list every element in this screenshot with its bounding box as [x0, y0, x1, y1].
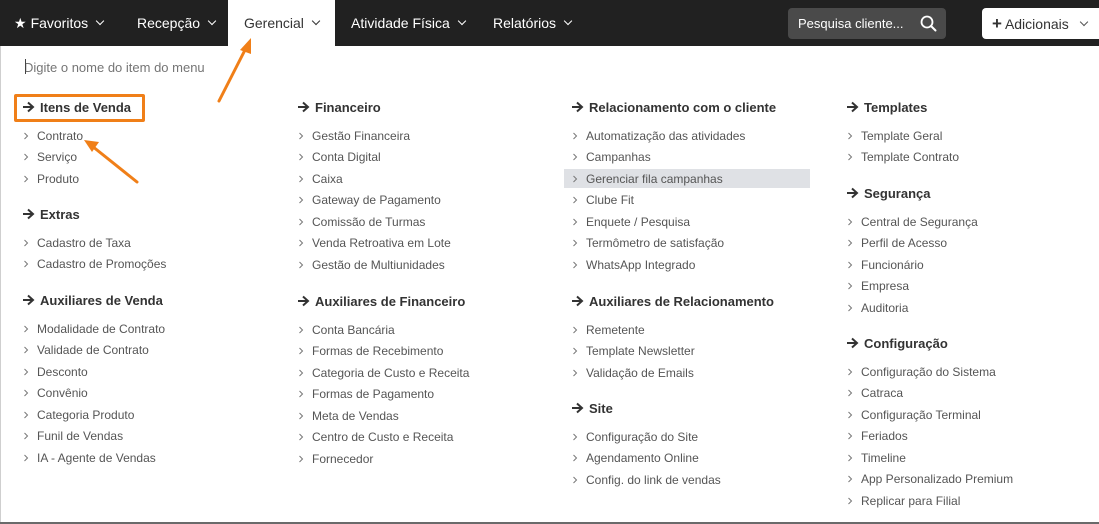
menu-item[interactable] [22, 319, 165, 338]
menu-item-label: Configuração do Site [586, 429, 699, 444]
chevron-right-icon [22, 346, 30, 354]
annotation-highlight-box [14, 94, 145, 122]
menu-item[interactable] [22, 169, 79, 188]
panel-left-border [0, 46, 1, 524]
menu-item[interactable] [22, 448, 156, 467]
chevron-right-icon [297, 153, 305, 161]
menu-item-label: Comissão de Turmas [312, 214, 426, 229]
menu-item-label: Automatização das atividades [586, 128, 746, 143]
menu-section-title-label: Itens de Venda [40, 99, 132, 115]
menu-item[interactable] [297, 342, 443, 361]
chevron-right-icon [297, 347, 305, 355]
menu-item-label: Cadastro de Taxa [37, 235, 131, 250]
menu-item-label: Funil de Vendas [37, 429, 124, 443]
menu-item-label: Remetente [586, 322, 645, 337]
menu-item-label: Modalidade de Contrato [37, 321, 166, 336]
menu-item-label: Fornecedor [312, 451, 374, 466]
menu-section-title [846, 183, 930, 203]
chevron-down-icon [208, 17, 216, 25]
menu-item[interactable] [22, 384, 88, 403]
chevron-right-icon [297, 196, 305, 204]
plus-icon: + [992, 14, 1002, 33]
client-search-placeholder: Pesquisa cliente... [798, 16, 904, 31]
menu-section-title [22, 290, 163, 310]
chevron-down-icon [1080, 17, 1088, 25]
menu-item[interactable] [846, 491, 960, 510]
chevron-right-icon [846, 411, 854, 419]
chevron-right-icon [571, 239, 579, 247]
chevron-right-icon [846, 475, 854, 483]
menu-item[interactable] [22, 126, 83, 145]
menu-item[interactable] [22, 341, 149, 360]
chevron-right-icon [571, 132, 579, 140]
chevron-right-icon [297, 175, 305, 183]
chevron-right-icon [297, 326, 305, 334]
chevron-right-icon [22, 260, 30, 268]
menu-item[interactable] [846, 126, 942, 145]
menu-item[interactable] [571, 212, 690, 231]
nav-recepcao[interactable] [114, 0, 228, 46]
menu-item-label: Contrato [37, 128, 84, 143]
menu-item[interactable] [571, 449, 699, 468]
chevron-right-icon [846, 304, 854, 312]
chevron-right-icon [846, 218, 854, 226]
menu-item-label: Config. do link de vendas [586, 472, 721, 487]
menu-item-label: Conta Bancária [312, 322, 395, 337]
menu-item-label: IA - Agente de Vendas [37, 450, 156, 465]
arrow-right-icon [22, 208, 35, 220]
chevron-right-icon [297, 369, 305, 377]
menu-item[interactable] [297, 320, 395, 339]
menu-item[interactable] [846, 298, 908, 317]
chevron-right-icon [22, 389, 30, 397]
menu-item[interactable] [571, 234, 724, 253]
menu-item[interactable] [297, 449, 373, 468]
menu-item-label: Venda Retroativa em Lote [312, 236, 451, 250]
menu-item-label: Template Contrato [861, 150, 960, 164]
menu-item[interactable] [297, 212, 425, 231]
menu-section-title-label: Auxiliares de Financeiro [315, 293, 466, 309]
menu-item-label: Gateway de Pagamento [312, 193, 441, 207]
menu-item[interactable] [22, 405, 134, 424]
menu-item[interactable] [846, 277, 909, 296]
menu-item-label: Replicar para Filial [861, 493, 961, 508]
nav-atividade-fisica[interactable] [335, 0, 475, 46]
chevron-right-icon [571, 218, 579, 226]
arrow-right-icon [846, 101, 859, 113]
menu-item[interactable] [571, 126, 745, 145]
menu-section-title [846, 97, 927, 117]
menu-item-label: Central de Segurança [861, 214, 978, 229]
client-search-input[interactable] [788, 8, 946, 39]
menu-item[interactable] [297, 169, 343, 188]
menu-item[interactable] [297, 148, 381, 167]
nav-atividade-fisica-label: Atividade Física [351, 15, 450, 31]
chevron-right-icon [846, 368, 854, 376]
chevron-right-icon [297, 239, 305, 247]
menu-item-label: Auditoria [861, 300, 909, 315]
menu-section-title-label: Auxiliares de Venda [40, 292, 163, 308]
menu-item-label: Produto [37, 171, 80, 186]
chevron-right-icon [846, 454, 854, 462]
menu-item[interactable] [22, 255, 166, 274]
menu-item[interactable] [846, 212, 978, 231]
menu-section-title [571, 291, 774, 311]
menu-item-label: Convênio [37, 386, 88, 400]
menu-item-label: Catraca [861, 386, 904, 400]
chevron-down-icon [312, 17, 320, 25]
menu-section-title-label: Configuração [864, 335, 948, 351]
chevron-right-icon [297, 218, 305, 226]
arrow-right-icon [571, 402, 584, 414]
menu-item[interactable] [297, 406, 399, 425]
chevron-right-icon [846, 261, 854, 269]
menu-item[interactable] [297, 255, 445, 274]
arrowhead-icon [84, 140, 99, 152]
chevron-right-icon [297, 455, 305, 463]
arrow-right-icon [297, 295, 310, 307]
chevron-right-icon [22, 239, 30, 247]
chevron-right-icon [571, 196, 579, 204]
menu-search-input[interactable] [24, 56, 424, 78]
adicionais-button[interactable] [982, 8, 1099, 39]
menu-item-label: Cadastro de Promoções [37, 257, 167, 271]
menu-section-title [297, 97, 381, 117]
chevron-right-icon [22, 175, 30, 183]
menu-item-label: Template Newsletter [586, 344, 695, 358]
chevron-right-icon [571, 476, 579, 484]
chevron-right-icon [571, 433, 579, 441]
menu-item[interactable] [297, 126, 410, 145]
menu-section-title [22, 204, 80, 224]
nav-relatorios[interactable] [475, 0, 587, 46]
menu-item[interactable] [846, 384, 903, 403]
arrow-right-icon [22, 294, 35, 306]
top-navigation-bar [0, 0, 1099, 46]
menu-item-label: Validação de Emails [586, 365, 694, 380]
menu-item-label: Termômetro de satisfação [586, 236, 725, 250]
chevron-right-icon [22, 411, 30, 419]
menu-item[interactable] [846, 470, 1013, 489]
star-icon: ★ [14, 15, 27, 31]
menu-item[interactable] [846, 234, 947, 253]
annotation-arrow-contrato [92, 146, 137, 182]
menu-item[interactable] [297, 385, 434, 404]
chevron-right-icon [22, 432, 30, 440]
arrow-right-icon [297, 101, 310, 113]
menu-item-label: Caixa [312, 171, 343, 186]
chevron-right-icon [571, 175, 579, 183]
menu-item-label: Categoria Produto [37, 407, 135, 422]
menu-item-label: Conta Digital [312, 150, 381, 164]
menu-item-label: Serviço [37, 150, 78, 164]
nav-gerencial[interactable] [228, 0, 335, 46]
menu-item[interactable] [571, 148, 651, 167]
menu-item[interactable] [571, 363, 694, 382]
menu-item-label: Configuração do Sistema [861, 364, 996, 379]
menu-item-label: Centro de Custo e Receita [312, 430, 454, 444]
chevron-right-icon [846, 239, 854, 247]
menu-item-label: Categoria de Custo e Receita [312, 365, 470, 380]
menu-item-label: Feriados [861, 429, 908, 443]
menu-item-label: Validade de Contrato [37, 343, 149, 357]
nav-favoritos-label: Favoritos [30, 15, 89, 31]
menu-section-title-label: Relacionamento com o cliente [589, 99, 777, 115]
menu-item[interactable] [297, 363, 469, 382]
menu-item[interactable] [846, 405, 981, 424]
chevron-right-icon [22, 132, 30, 140]
menu-item-label: Meta de Vendas [312, 408, 399, 423]
menu-item[interactable] [564, 169, 810, 188]
menu-section-title-label: Templates [864, 99, 928, 115]
menu-section-title-label: Segurança [864, 185, 931, 201]
menu-item-label: Configuração Terminal [861, 407, 981, 422]
menu-item[interactable] [571, 255, 695, 274]
menu-item-label: Formas de Pagamento [312, 387, 435, 401]
arrow-right-icon [846, 337, 859, 349]
menu-item-label: Enquete / Pesquisa [586, 214, 691, 229]
menu-item-label: Formas de Recebimento [312, 344, 444, 358]
chevron-down-icon [458, 17, 466, 25]
arrow-right-icon [846, 187, 859, 199]
menu-item-label: Template Geral [861, 128, 943, 143]
chevron-right-icon [571, 347, 579, 355]
chevron-right-icon [846, 389, 854, 397]
chevron-right-icon [846, 153, 854, 161]
menu-item[interactable] [297, 234, 451, 253]
chevron-right-icon [846, 282, 854, 290]
chevron-down-icon [96, 17, 104, 25]
menu-section-title [571, 97, 776, 117]
chevron-right-icon [22, 368, 30, 376]
chevron-right-icon [22, 153, 30, 161]
arrow-right-icon [571, 101, 584, 113]
chevron-right-icon [846, 432, 854, 440]
adicionais-label: Adicionais [1004, 15, 1069, 32]
menu-item[interactable] [297, 428, 453, 447]
menu-item-label: Gestão de Multiunidades [312, 257, 445, 272]
menu-item[interactable] [846, 362, 996, 381]
menu-section-title-label: Auxiliares de Relacionamento [589, 293, 774, 309]
menu-item-label: Perfil de Acesso [861, 236, 948, 250]
chevron-right-icon [571, 153, 579, 161]
nav-favoritos[interactable] [0, 0, 114, 46]
menu-item-label: Timeline [861, 450, 906, 465]
menu-item[interactable] [22, 233, 131, 252]
menu-item-label: Desconto [37, 364, 88, 379]
menu-item[interactable] [846, 427, 908, 446]
menu-item-label: App Personalizado Premium [861, 472, 1014, 486]
chevron-right-icon [846, 132, 854, 140]
menu-item[interactable] [571, 320, 645, 339]
menu-item-label: Empresa [861, 279, 910, 293]
text-cursor [25, 59, 26, 74]
chevron-right-icon [297, 433, 305, 441]
chevron-right-icon [297, 261, 305, 269]
menu-item-label: Clube Fit [586, 193, 635, 207]
menu-section-title-label: Extras [40, 206, 80, 222]
menu-item[interactable] [22, 427, 123, 446]
menu-item[interactable] [22, 362, 88, 381]
menu-item[interactable] [846, 148, 959, 167]
chevron-right-icon [571, 369, 579, 377]
chevron-right-icon [571, 261, 579, 269]
menu-item[interactable] [571, 470, 721, 489]
menu-item-label: Gerenciar fila campanhas [586, 171, 723, 186]
menu-section-title [571, 398, 613, 418]
chevron-right-icon [571, 326, 579, 334]
menu-item[interactable] [571, 427, 698, 446]
arrow-right-icon [571, 295, 584, 307]
chevron-right-icon [22, 325, 30, 333]
menu-section-title-label: Financeiro [315, 99, 381, 115]
menu-item-label: Agendamento Online [586, 451, 699, 465]
search-icon[interactable] [920, 15, 937, 32]
menu-item-label: Campanhas [586, 150, 651, 164]
menu-section-title [846, 333, 948, 353]
menu-item-label: WhatsApp Integrado [586, 257, 696, 272]
chevron-right-icon [571, 454, 579, 462]
menu-item-label: Gestão Financeira [312, 128, 411, 143]
chevron-right-icon [297, 132, 305, 140]
menu-item[interactable] [846, 255, 924, 274]
menu-item[interactable] [22, 148, 77, 167]
nav-gerencial-label: Gerencial [244, 15, 304, 31]
menu-item[interactable] [297, 191, 441, 210]
chevron-right-icon [846, 497, 854, 505]
chevron-right-icon [22, 454, 30, 462]
menu-item-label: Funcionário [861, 257, 924, 272]
chevron-right-icon [297, 390, 305, 398]
nav-recepcao-label: Recepção [137, 15, 201, 31]
menu-item[interactable] [571, 191, 634, 210]
nav-relatorios-label: Relatórios [493, 15, 557, 31]
menu-section-title [297, 291, 465, 311]
menu-item[interactable] [846, 448, 906, 467]
menu-item[interactable] [571, 342, 695, 361]
chevron-down-icon [564, 17, 572, 25]
menu-section-title-label: Site [589, 400, 613, 416]
chevron-right-icon [297, 412, 305, 420]
